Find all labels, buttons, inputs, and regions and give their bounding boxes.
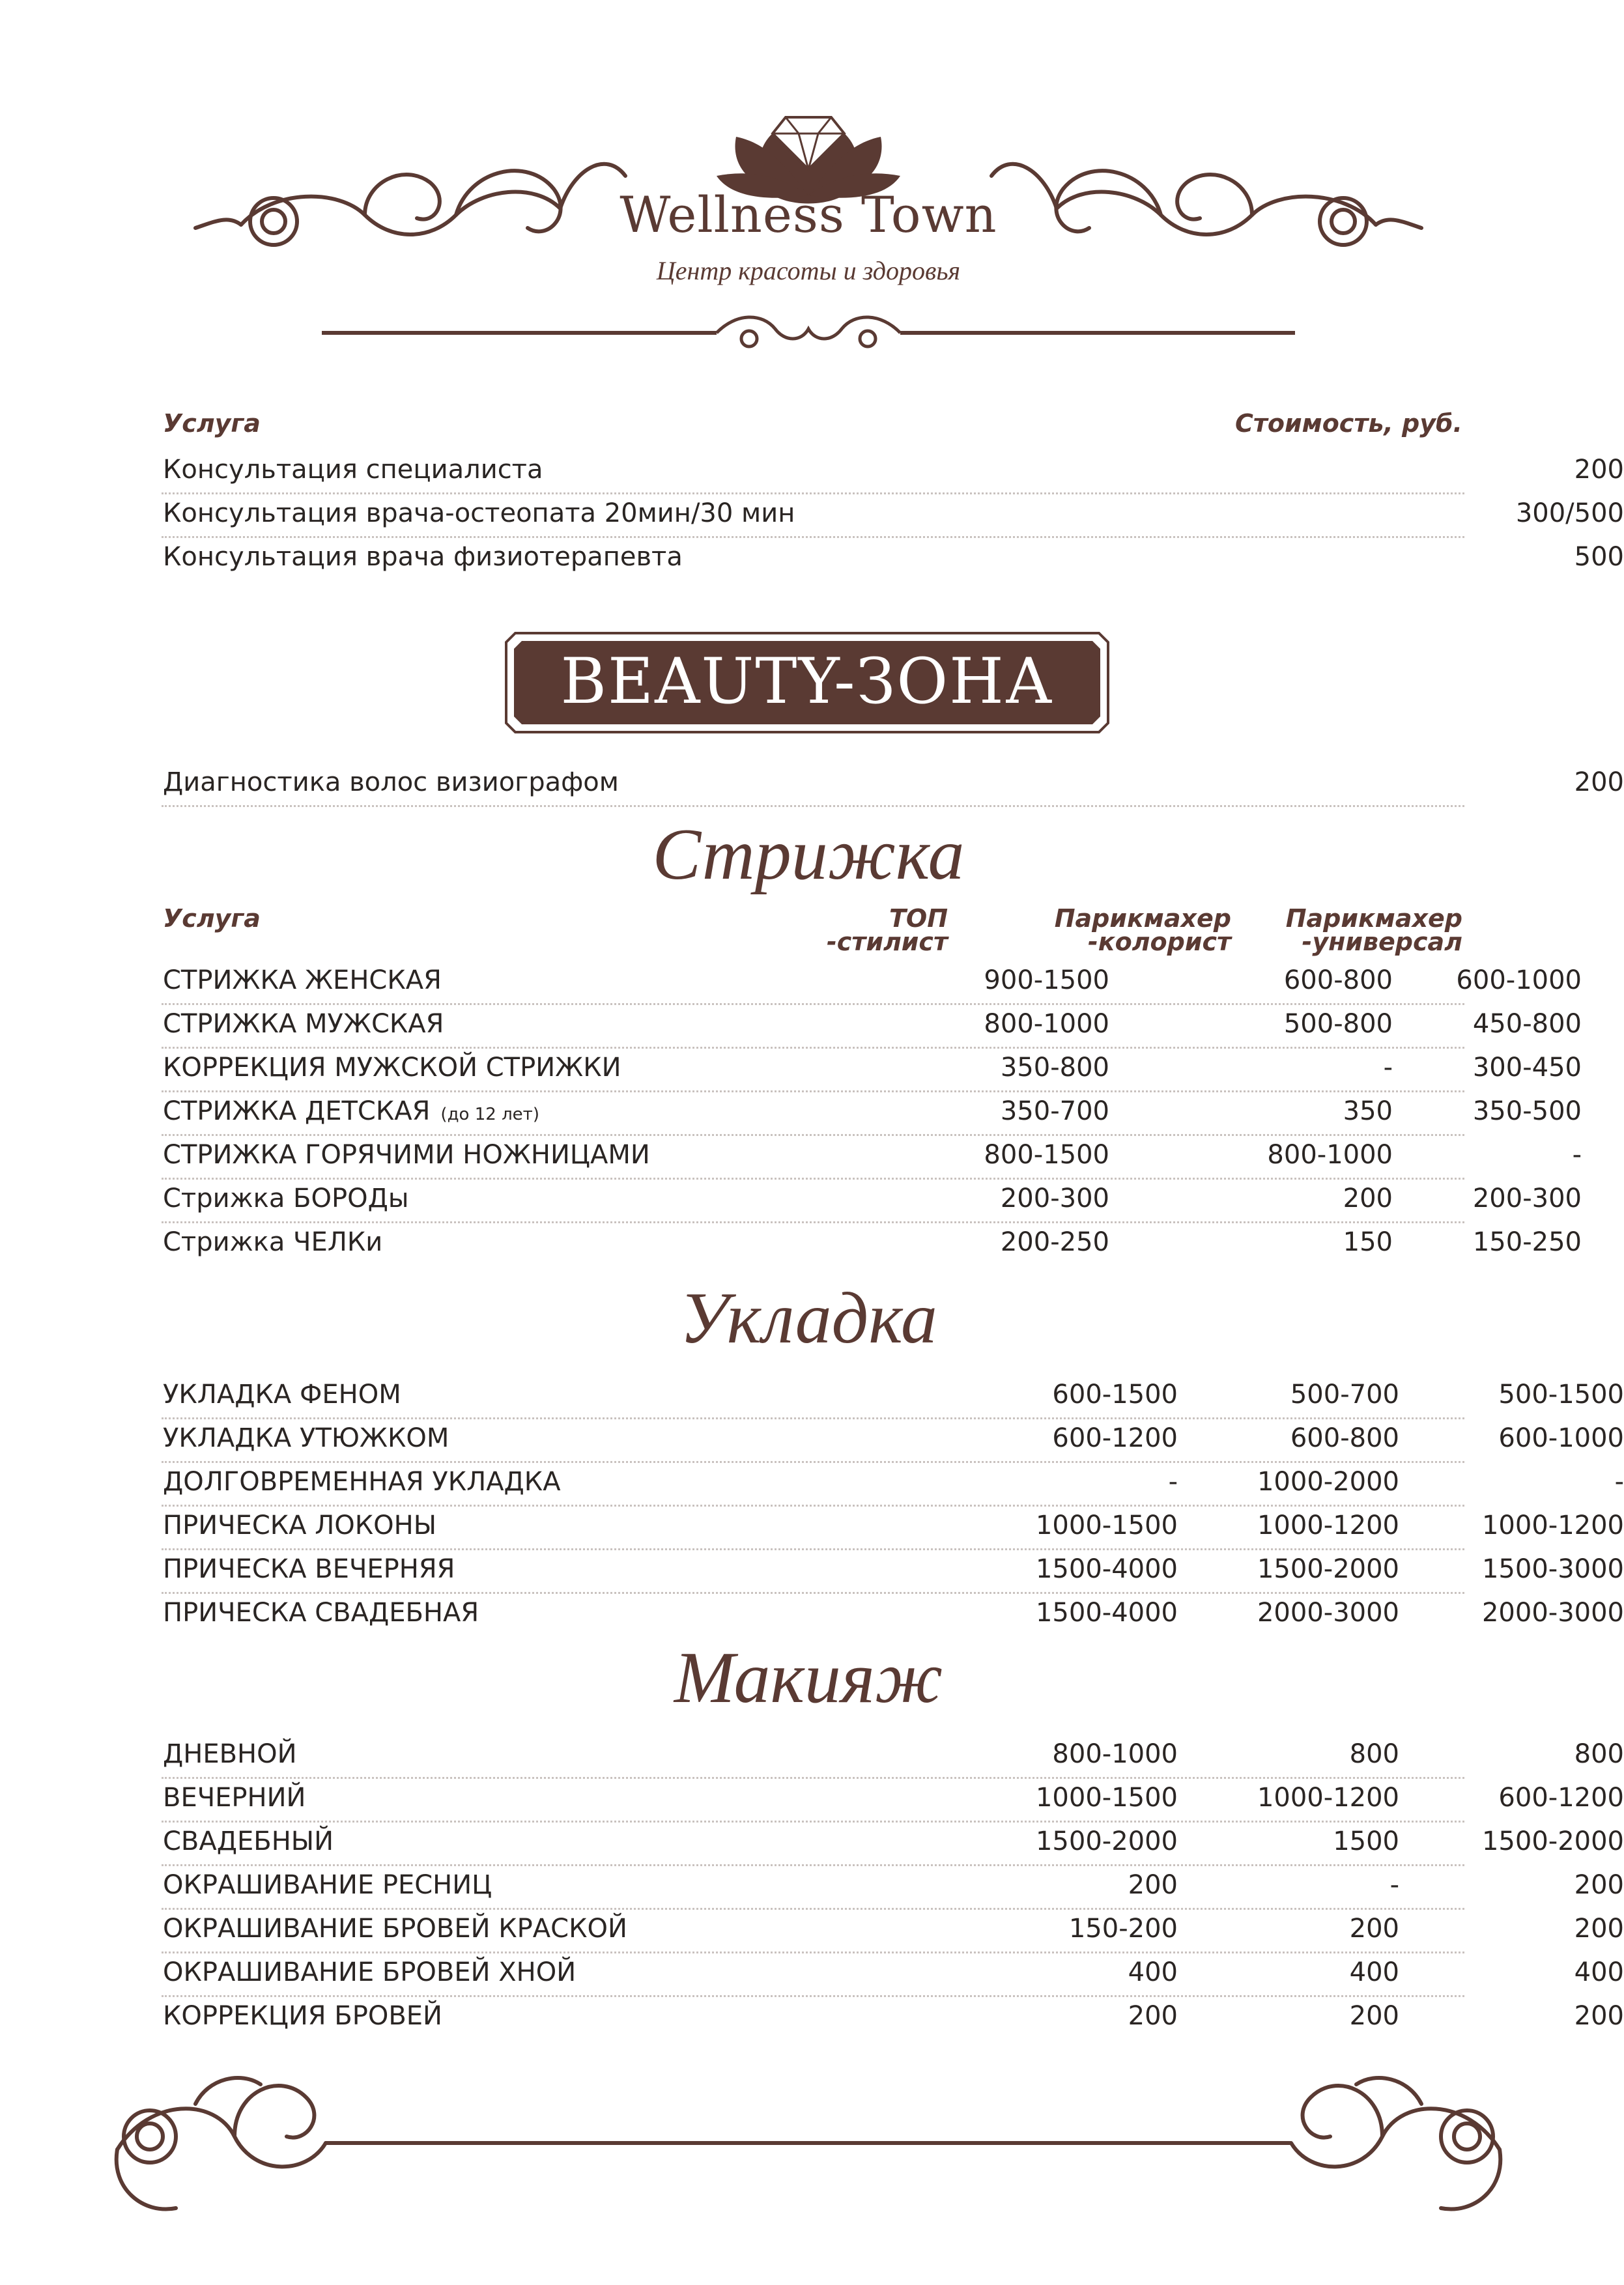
table-row: [162, 1462, 1624, 1507]
service-name-text: ВЕЧЕРНИЙ: [163, 1783, 306, 1813]
price-cell: 1500-2000: [1257, 1554, 1399, 1584]
service-name: [163, 1467, 561, 1497]
service-name: [163, 1739, 297, 1769]
service-name: [163, 1511, 436, 1540]
price-cell: 200: [1574, 2001, 1624, 2031]
service-name: [163, 1957, 576, 1987]
header-ornament: [0, 0, 1617, 365]
service-name: [163, 1554, 455, 1584]
price-cell: 1000-1200: [1481, 1511, 1624, 1540]
table-row: [162, 537, 1624, 580]
service-price: 200: [1574, 455, 1624, 485]
price-cell: 350-500: [1472, 1096, 1582, 1126]
table-row: [162, 1047, 1582, 1092]
service-name: [163, 1423, 449, 1453]
service-name: [163, 1009, 444, 1039]
service-name-text: СТРИЖКА ДЕТСКАЯ: [163, 1096, 431, 1126]
price-cell: 500-800: [1283, 1009, 1393, 1039]
header-line: Парикмахер: [1054, 904, 1231, 933]
header-line: ТОП: [889, 904, 948, 933]
price-cell: 450-800: [1472, 1009, 1582, 1039]
consult-header-price: Стоимость, руб.: [1235, 409, 1462, 438]
service-name: [163, 1870, 492, 1900]
price-cell: 200: [1574, 1914, 1624, 1944]
price-cell: 200: [1349, 1914, 1399, 1944]
price-cell: 200: [1128, 2001, 1178, 2031]
haircut-header-universal: [1238, 904, 1462, 956]
service-name-text: Стрижка ЧЕЛКи: [163, 1227, 383, 1257]
beauty-zone-banner: [504, 631, 1111, 735]
price-cell: 150: [1343, 1227, 1393, 1257]
price-cell: -: [1389, 1870, 1399, 1900]
price-cell: 600-1000: [1456, 965, 1582, 995]
banner-title: BEAUTY-ЗОНА: [560, 645, 1054, 718]
header-line: -универсал: [1302, 928, 1462, 956]
header-line: -колорист: [1088, 928, 1231, 956]
table-row: [162, 449, 1624, 494]
price-cell: 2000-3000: [1257, 1598, 1399, 1628]
service-name: [163, 1598, 479, 1628]
price-cell: -: [1383, 1053, 1393, 1083]
table-row: [162, 762, 1624, 807]
price-cell: 600-1500: [1052, 1380, 1178, 1410]
price-cell: 600-1000: [1498, 1423, 1624, 1453]
service-name-text: СТРИЖКА ГОРЯЧИМИ НОЖНИЦАМИ: [163, 1140, 650, 1170]
service-name-text: УКЛАДКА ФЕНОМ: [163, 1380, 401, 1410]
service-name: Диагностика волос визиографом: [163, 767, 619, 797]
page-header: [0, 0, 1617, 365]
price-cell: 200-300: [1000, 1184, 1109, 1213]
service-name: Консультация врача физиотерапевта: [163, 542, 683, 572]
table-row: [162, 1004, 1582, 1049]
price-cell: 300-450: [1472, 1053, 1582, 1083]
service-name-text: ОКРАШИВАНИЕ БРОВЕЙ ХНОЙ: [163, 1957, 577, 1987]
service-name: [163, 1096, 539, 1126]
footer-ornament: [0, 2032, 1617, 2254]
service-price: 200: [1574, 767, 1624, 797]
price-cell: 500-1500: [1498, 1380, 1624, 1410]
table-row: [162, 1952, 1624, 1997]
price-cell: 150-200: [1068, 1914, 1178, 1944]
service-name: [163, 1140, 650, 1170]
price-cell: 600-800: [1290, 1423, 1399, 1453]
service-name-text: Стрижка БОРОДы: [163, 1184, 409, 1213]
price-cell: 900-1500: [984, 965, 1109, 995]
price-cell: 200-250: [1000, 1227, 1109, 1257]
service-name-text: СТРИЖКА МУЖСКАЯ: [163, 1009, 444, 1039]
table-row: [162, 1865, 1624, 1910]
service-name: [163, 965, 442, 995]
price-cell: 150-250: [1472, 1227, 1582, 1257]
price-cell: 1000-1500: [1035, 1783, 1178, 1813]
service-name: [163, 1380, 401, 1410]
price-cell: 2000-3000: [1481, 1598, 1624, 1628]
service-name: [163, 2001, 442, 2031]
styling-title: Укладка: [679, 1278, 937, 1359]
table-row: [162, 493, 1624, 538]
consult-header-service: Услуга: [163, 409, 261, 438]
price-cell: 1500-2000: [1481, 1826, 1624, 1856]
price-cell: 200: [1349, 2001, 1399, 2031]
price-cell: 600-1200: [1052, 1423, 1178, 1453]
price-cell: 800-1000: [1052, 1739, 1178, 1769]
table-row: [162, 1909, 1624, 1953]
service-name: Консультация специалиста: [163, 455, 543, 485]
price-cell: 200-300: [1472, 1184, 1582, 1213]
price-cell: 1000-1200: [1257, 1783, 1399, 1813]
service-name-text: КОРРЕКЦИЯ МУЖСКОЙ СТРИЖКИ: [163, 1053, 621, 1083]
table-row: [162, 1821, 1624, 1866]
footer-flourish: [0, 2032, 1617, 2254]
price-cell: 1000-1200: [1257, 1511, 1399, 1540]
price-cell: -: [1614, 1467, 1624, 1497]
price-cell: 200: [1128, 1870, 1178, 1900]
service-name-text: ПРИЧЕСКА ВЕЧЕРНЯЯ: [163, 1554, 455, 1584]
service-price: 300/500: [1515, 498, 1624, 528]
price-cell: -: [1572, 1140, 1582, 1170]
price-cell: 200: [1574, 1870, 1624, 1900]
service-name-text: ДОЛГОВРЕМЕННАЯ УКЛАДКА: [163, 1467, 561, 1497]
price-cell: -: [1168, 1467, 1178, 1497]
price-cell: 800: [1349, 1739, 1399, 1769]
price-cell: 800-1500: [984, 1140, 1109, 1170]
header-line: -стилист: [827, 928, 948, 956]
service-name-text: ПРИЧЕСКА СВАДЕБНАЯ: [163, 1598, 479, 1628]
service-name: Консультация врача-остеопата 20мин/30 мин: [163, 498, 795, 528]
table-row: [162, 1178, 1582, 1223]
table-row: [162, 1734, 1624, 1779]
price-cell: 400: [1128, 1957, 1178, 1987]
price-cell: 200: [1343, 1184, 1393, 1213]
price-cell: 1500-3000: [1481, 1554, 1624, 1584]
table-row: [162, 1418, 1624, 1463]
service-name-text: ОКРАШИВАНИЕ РЕСНИЦ: [163, 1870, 492, 1900]
table-row: [162, 1135, 1582, 1180]
price-cell: 1500-4000: [1035, 1554, 1178, 1584]
service-name-text: СВАДЕБНЫЙ: [163, 1826, 334, 1856]
price-cell: 1000-1500: [1035, 1511, 1178, 1540]
service-price: 500: [1574, 542, 1624, 572]
service-note: (до 12 лет): [440, 1105, 539, 1124]
service-name-text: КОРРЕКЦИЯ БРОВЕЙ: [163, 2001, 442, 2031]
service-name-text: СТРИЖКА ЖЕНСКАЯ: [163, 965, 442, 995]
price-cell: 400: [1349, 1957, 1399, 1987]
price-cell: 1500-2000: [1035, 1826, 1178, 1856]
price-cell: 350-700: [1000, 1096, 1109, 1126]
service-name-text: ПРИЧЕСКА ЛОКОНЫ: [163, 1511, 437, 1540]
table-row: [162, 1505, 1624, 1550]
price-cell: 500-700: [1290, 1380, 1399, 1410]
price-cell: 1500-4000: [1035, 1598, 1178, 1628]
makeup-title: Макияж: [674, 1638, 943, 1718]
price-cell: 1000-2000: [1257, 1467, 1399, 1497]
price-cell: 1500: [1333, 1826, 1399, 1856]
service-name: [163, 1783, 306, 1813]
table-row: [162, 1222, 1582, 1265]
price-cell: 600-1200: [1498, 1783, 1624, 1813]
table-row: [162, 1778, 1624, 1823]
haircut-title: Стрижка: [652, 814, 965, 895]
service-name: [163, 1227, 382, 1257]
table-row: [162, 1091, 1582, 1136]
price-cell: 800-1000: [984, 1009, 1109, 1039]
brand-subtitle: Центр красоты и здоровья: [656, 256, 961, 285]
brand-name: Wellness Town: [620, 186, 997, 244]
price-cell: 800: [1574, 1739, 1624, 1769]
haircut-header-service: Услуга: [163, 904, 261, 933]
haircut-header-top-stylist: [717, 904, 948, 956]
price-cell: 400: [1574, 1957, 1624, 1987]
service-name-text: УКЛАДКА УТЮЖКОМ: [163, 1423, 449, 1453]
service-name: [163, 1184, 408, 1213]
service-name-text: ДНЕВНОЙ: [163, 1739, 297, 1769]
service-name-text: ОКРАШИВАНИЕ БРОВЕЙ КРАСКОЙ: [163, 1914, 627, 1944]
table-row: [162, 960, 1582, 1005]
service-name: [163, 1053, 621, 1083]
header-line: Парикмахер: [1285, 904, 1462, 933]
table-row: [162, 1593, 1624, 1636]
haircut-header-colorist: [977, 904, 1231, 956]
price-cell: 600-800: [1283, 965, 1393, 995]
price-cell: 350: [1343, 1096, 1393, 1126]
table-row: [162, 1374, 1624, 1419]
table-row: [162, 1549, 1624, 1594]
service-name: [163, 1826, 334, 1856]
price-cell: 800-1000: [1267, 1140, 1393, 1170]
price-cell: 350-800: [1000, 1053, 1109, 1083]
service-name: [163, 1914, 627, 1944]
